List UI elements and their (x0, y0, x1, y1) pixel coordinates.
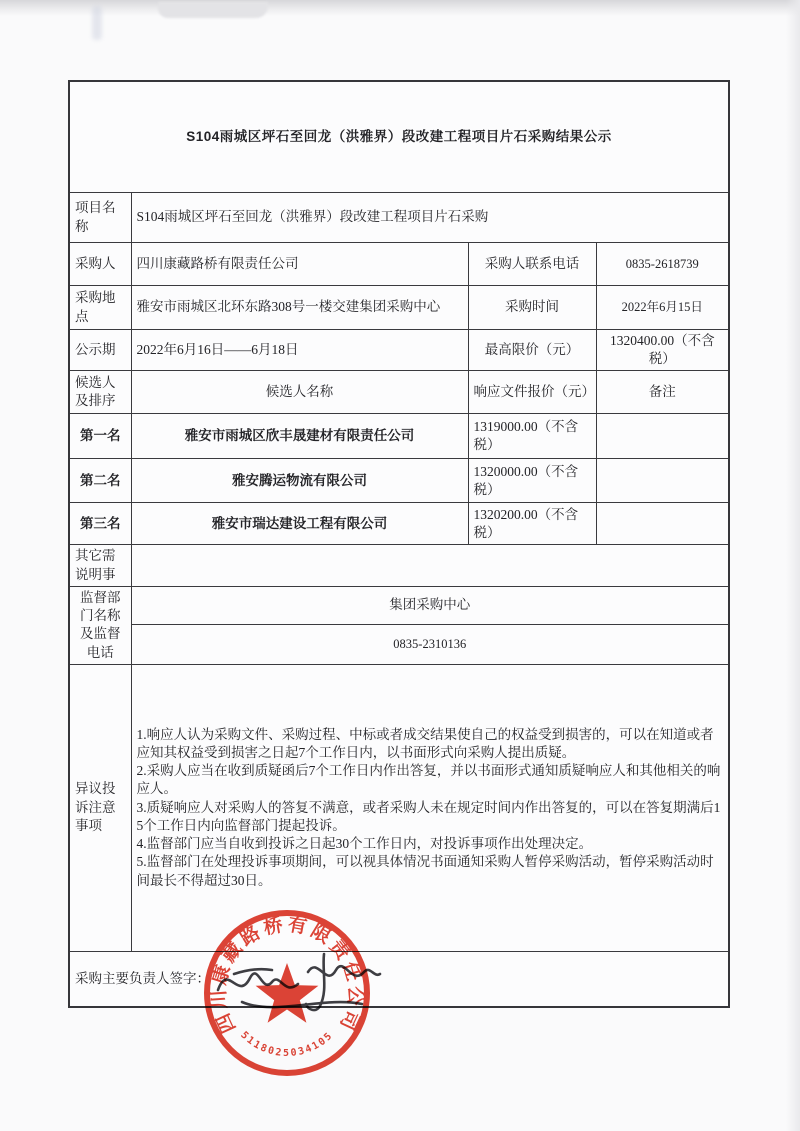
objection-label: 异议投诉注意事项 (69, 664, 131, 951)
purchaser-phone-value: 0835-2618739 (596, 243, 729, 286)
objection-item: 4.监督部门应当自收到投诉之日起30个工作日内，对投诉事项作出处理决定。 (136, 836, 593, 852)
candidate-rank-header: 候选人及排序 (69, 371, 131, 414)
objection-item: 1.响应人认为采购文件、采购过程、中标或者成交结果使自己的权益受到损害的，可以在知道或者应知其权益受到损害之日起7个工作日内，以书面形式向采购人提出质疑。 (136, 726, 714, 760)
handwritten-signature (212, 944, 387, 1024)
supervision-phone: 0835-2310136 (131, 624, 729, 664)
seal-company-text: 四川康藏路桥有限责任公司 (208, 914, 366, 1036)
signature-strokes (212, 944, 387, 1024)
candidate-rank: 第二名 (69, 459, 131, 503)
supervision-dept-row (69, 586, 729, 624)
purchaser-value: 四川康藏路桥有限责任公司 (131, 243, 468, 286)
signature-row (69, 951, 729, 1007)
publicity-period-label: 公示期 (69, 330, 131, 371)
purchaser-label: 采购人 (69, 243, 131, 286)
purchase-time-label: 采购时间 (468, 286, 596, 330)
purchaser-phone-label: 采购人联系电话 (468, 243, 596, 286)
procurement-result-table (68, 80, 730, 1008)
document-title: S104雨城区坪石至回龙（洪雅界）段改建工程项目片石采购结果公示 (69, 81, 729, 193)
location-value: 雅安市雨城区北环东路308号一楼交建集团采购中心 (131, 286, 468, 330)
project-name-value: S104雨城区坪石至回龙（洪雅界）段改建工程项目片石采购 (131, 193, 729, 243)
table-row (69, 193, 729, 243)
scan-top-edge (0, 0, 800, 16)
other-notes-value (131, 545, 729, 586)
candidate-row (69, 459, 729, 503)
candidate-name-header: 候选人名称 (131, 371, 468, 414)
scan-smudge (92, 6, 102, 40)
candidate-rank: 第三名 (69, 503, 131, 545)
candidate-note-header: 备注 (596, 371, 729, 414)
candidate-name: 雅安市瑞达建设工程有限公司 (131, 503, 468, 545)
candidate-note (596, 503, 729, 545)
candidate-rank: 第一名 (69, 414, 131, 459)
supervision-department: 集团采购中心 (131, 586, 729, 624)
objection-item: 2.采购人应当在收到质疑函后7个工作日内作出答复，并以书面形式通知质疑响应人和其他相关的响应人。 (136, 763, 721, 797)
table-row (69, 330, 729, 371)
purchase-time-value: 2022年6月15日 (596, 286, 729, 330)
signature-label: 采购主要负责人签字： (75, 970, 210, 986)
table-row (69, 243, 729, 286)
candidate-price: 1320000.00（不含税） (468, 459, 596, 503)
other-notes-label: 其它需说明事 (69, 545, 131, 586)
objection-row (69, 664, 729, 951)
candidate-note (596, 414, 729, 459)
project-name-label: 项目名称 (69, 193, 131, 243)
table-row (69, 286, 729, 330)
supervision-phone-row (69, 624, 729, 664)
title-row (69, 81, 729, 193)
signature-line (69, 951, 729, 1007)
scan-right-shade (786, 0, 800, 1131)
candidate-row (69, 503, 729, 545)
max-price-label: 最高限价（元） (468, 330, 596, 371)
candidate-price: 1320200.00（不含税） (468, 503, 596, 545)
candidate-note (596, 459, 729, 503)
seal-number-text: 5118025034105 (238, 1029, 336, 1059)
candidate-price: 1319000.00（不含税） (468, 414, 596, 459)
max-price-value: 1320400.00（不含税） (596, 330, 729, 371)
other-notes-row (69, 545, 729, 586)
supervision-label: 监督部门名称及监督电话 (69, 586, 131, 664)
objection-item: 5.监督部门在处理投诉事项期间，可以视具体情况书面通知采购人暂停采购活动，暂停采购活动时间最长不得超过30日。 (136, 854, 714, 888)
candidate-price-header: 响应文件报价（元） (468, 371, 596, 414)
candidate-name: 雅安腾运物流有限公司 (131, 459, 468, 503)
candidates-header-row (69, 371, 729, 414)
objection-item: 3.质疑响应人对采购人的答复不满意，或者采购人未在规定时间内作出答复的，可以在答复期满后15个工作日内向监督部门提起投诉。 (136, 799, 721, 833)
location-label: 采购地点 (69, 286, 131, 330)
publicity-period-value: 2022年6月16日——6月18日 (131, 330, 468, 371)
candidate-row (69, 414, 729, 459)
scan-paper-tear (158, 2, 268, 18)
candidate-name: 雅安市雨城区欣丰晟建材有限责任公司 (131, 414, 468, 459)
